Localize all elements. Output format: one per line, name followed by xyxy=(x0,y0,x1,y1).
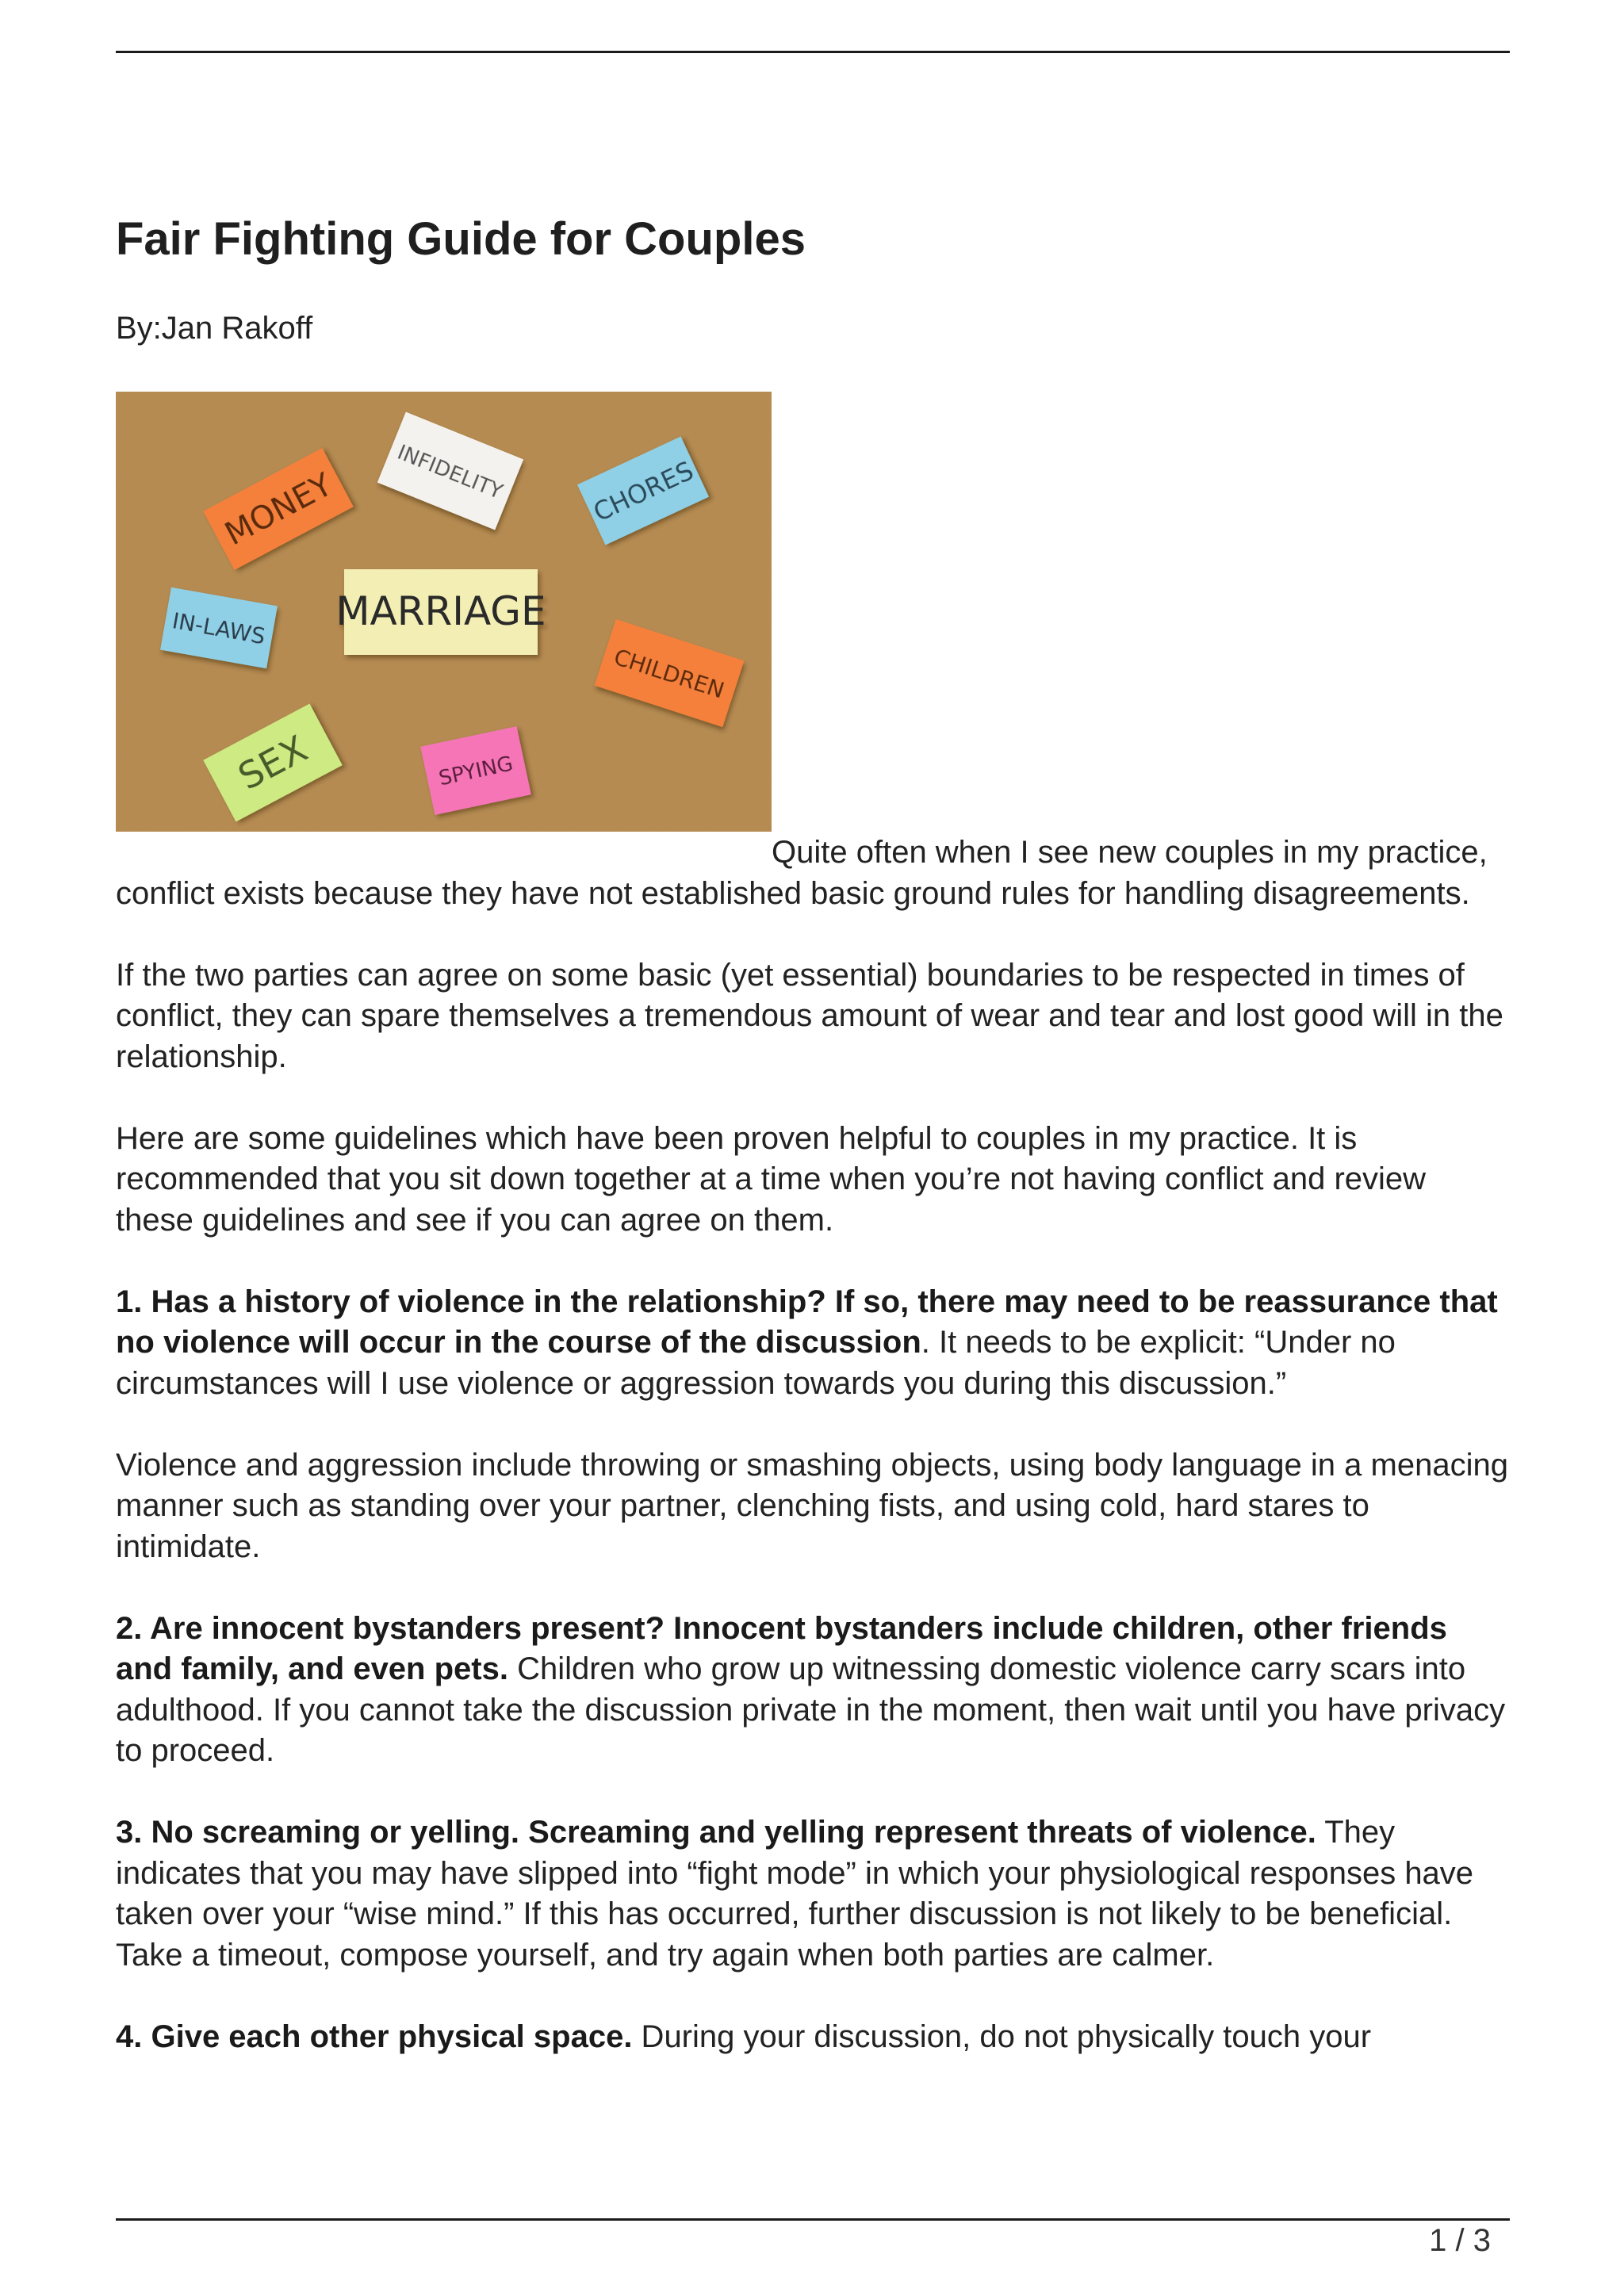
page-number: 1 / 3 xyxy=(1429,2223,1491,2258)
guideline-4-text: During your discussion, do not physically touch your xyxy=(632,2019,1372,2054)
paragraph-boundaries: If the two parties can agree on some basic (yet essential) boundaries to be respected in times of conflict, they can spare themselves a tremendous amount of wear and tear and lost good will in the relationship. xyxy=(116,957,1503,1074)
footer-rule xyxy=(116,2218,1510,2221)
svg-text:SPYING: SPYING xyxy=(436,752,515,791)
guideline-3-heading: 3. No screaming or yelling. Screaming and yelling represent threats of violence. xyxy=(116,1815,1316,1850)
corkboard-photo xyxy=(116,392,772,832)
svg-text:IN-LAWS: IN-LAWS xyxy=(170,607,268,650)
paragraph-violence-definition: Violence and aggression include throwing or smashing objects, using body language in a menacing manner such as standing over your partner, clenching fists, and using cold, hard stares to intimidate. xyxy=(116,1447,1508,1564)
paragraph-guidelines: Here are some guidelines which have been proven helpful to couples in my practice. It is recommended that you sit down together at a time when you’re not having conflict and review these guidelines and see if you can agree on them. xyxy=(116,1120,1427,1238)
guideline-2 xyxy=(116,1609,1510,1772)
guideline-2-heading: 2. Are innocent bystanders present? Innocent bystanders include children, other friends and family, and even pets. xyxy=(116,1610,1447,1686)
guideline-2-text: Children who grow up witnessing domestic violence carry scars into adulthood. If you cannot take the discussion private in the moment, then wait until you have privacy to proceed. xyxy=(116,1651,1506,1768)
svg-text:INFIDELITY: INFIDELITY xyxy=(393,440,506,505)
svg-text:CHILDREN: CHILDREN xyxy=(611,643,728,704)
guideline-1-text: . It needs to be explicit: “Under no circumstances will I use violence or aggression towards you during this discussion.” xyxy=(116,1325,1396,1401)
guideline-4 xyxy=(116,2017,1510,2058)
author-byline: By:Jan Rakoff xyxy=(116,311,313,346)
svg-text:SEX: SEX xyxy=(231,727,315,798)
header-rule xyxy=(116,51,1510,53)
page-title: Fair Fighting Guide for Couples xyxy=(116,213,806,265)
article-body xyxy=(116,832,1510,2099)
paragraph-intro: Quite often when I see new couples in my practice, conflict exists because they have not established basic ground rules for handling disagreements. xyxy=(116,835,1488,911)
guideline-3 xyxy=(116,1812,1510,1976)
corkboard-illustration xyxy=(116,392,772,832)
guideline-1 xyxy=(116,1282,1510,1405)
svg-text:MARRIAGE: MARRIAGE xyxy=(335,588,546,634)
svg-text:CHORES: CHORES xyxy=(588,455,699,528)
guideline-4-heading: 4. Give each other physical space. xyxy=(116,2019,633,2054)
guideline-3-text: They indicates that you may have slipped into “fight mode” in which your physiological responses have taken over your “wise mind.” If this has occurred, further discussion is not likely to be beneficial. Take a timeout, compose yourself, and try again when both parties are calmer. xyxy=(116,1815,1474,1973)
guideline-1-heading: 1. Has a history of violence in the relationship? If so, there may need to be reassurance that no violence will occur in the course of the discussion xyxy=(116,1284,1498,1360)
svg-text:MONEY: MONEY xyxy=(219,466,339,553)
note-marriage xyxy=(335,569,546,655)
